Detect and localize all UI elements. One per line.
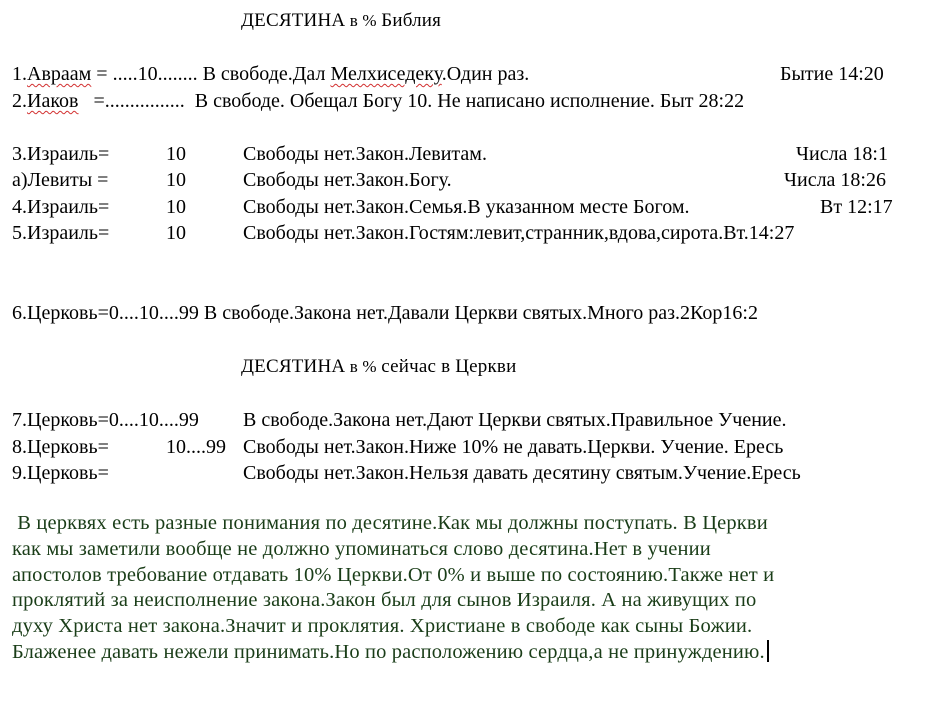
row-num: 10 xyxy=(166,222,186,244)
row-israel-guests xyxy=(12,221,109,245)
row-church-forbidden xyxy=(12,461,109,485)
paragraph-last-line[interactable] xyxy=(12,640,917,666)
row-label: 4.Израиль= xyxy=(12,196,110,218)
row-label: 8.Церковь= xyxy=(12,436,109,458)
row-abraham-melchizedek: Мелхиседеку xyxy=(330,63,442,85)
row-label: 7.Церковь=0....10....99 xyxy=(12,409,199,431)
row-jacob-number: 2. xyxy=(12,90,27,112)
row-num: 10 xyxy=(166,196,186,218)
row-ref: Числа 18:1 xyxy=(796,143,888,165)
row-abraham-text2: .Один раз. xyxy=(441,63,530,85)
row-jacob xyxy=(12,89,744,113)
paragraph-line: как мы заметили вообще не должно упоминаться слово десятина.Нет в учении xyxy=(12,537,711,560)
paragraph-line: Блаженее давать нежели принимать.Но по расположению сердца,а не принуждению. xyxy=(12,640,765,663)
row-church-past: 6.Церковь=0....10....99 В свободе.Закона нет.Давали Церкви святых.Много раз.2Кор16:2 xyxy=(12,302,758,324)
row-label: 3.Израиль= xyxy=(12,143,110,165)
row-text: В свободе.Закона нет.Дают Церкви святых.Правильное Учение. xyxy=(243,409,787,431)
title-church-suffix: сейчас в Церкви xyxy=(381,356,517,377)
title-bible-suffix: Библия xyxy=(381,10,442,31)
row-ref: Числа 18:26 xyxy=(784,169,886,191)
row-abraham-number: 1. xyxy=(12,63,27,85)
row-num: 10 xyxy=(166,143,186,165)
paragraph-line: проклятий за неисполнение закона.Закон был для сынов Израиля. А на живущих по xyxy=(12,589,757,612)
paragraph-line: В церквях есть разные понимания по десятине.Как мы должны поступать. В Церкви xyxy=(12,512,768,534)
row-abraham-name: Авраам xyxy=(27,63,92,85)
row-levites-god xyxy=(12,168,108,192)
row-israel-levites xyxy=(12,142,109,166)
row-label: а)Левиты = xyxy=(12,169,109,191)
row-church-min10 xyxy=(12,435,109,459)
row-text: Свободы нет.Закон.Семья.В указанном месте Богом. xyxy=(243,196,690,218)
row-abraham xyxy=(12,62,529,86)
row-mid: 10....99 xyxy=(166,436,226,458)
title-bible xyxy=(241,9,441,33)
row-text: Свободы нет.Закон.Гостям:левит,странник,вдова,сирота.Вт.14:27 xyxy=(243,222,795,244)
paragraph-line: духу Христа нет закона.Значит и проклятия. Христиане в свободе как сыны Божии. xyxy=(12,615,753,638)
row-text: Свободы нет.Закон.Нельзя давать десятину святым.Учение.Ересь xyxy=(243,462,801,484)
title-church-prefix: ДЕСЯТИНА xyxy=(241,356,346,377)
row-abraham-ref: Бытие 14:20 xyxy=(780,63,884,85)
row-ref: Вт 12:17 xyxy=(820,196,893,218)
title-bible-middle: в % xyxy=(345,11,382,30)
row-text: Свободы нет.Закон.Левитам. xyxy=(243,143,487,165)
title-bible-prefix: ДЕСЯТИНА xyxy=(241,10,346,31)
row-label: 9.Церковь= xyxy=(12,462,109,484)
paragraph-line: апостолов требование отдавать 10% Церкви.От 0% и выше по состоянию.Также нет и xyxy=(12,563,775,586)
row-text: Свободы нет.Закон.Богу. xyxy=(243,169,452,191)
title-church-middle: в % xyxy=(345,357,382,376)
conclusion-paragraph xyxy=(12,511,917,666)
title-church-now xyxy=(241,355,516,379)
row-jacob-text: =................ В свободе. Обещал Богу 10. Не написано исполнение. Быт 28:22 xyxy=(78,90,745,112)
row-text: Свободы нет.Закон.Ниже 10% не давать.Церкви. Учение. Ересь xyxy=(243,436,784,458)
text-cursor xyxy=(767,640,769,662)
row-label: 5.Израиль= xyxy=(12,222,110,244)
row-abraham-text: = .....10........ В свободе.Дал xyxy=(91,63,331,85)
row-num: 10 xyxy=(166,169,186,191)
row-church-correct xyxy=(12,408,199,432)
row-israel-family xyxy=(12,195,109,219)
row-jacob-name: Иаков xyxy=(27,90,79,112)
